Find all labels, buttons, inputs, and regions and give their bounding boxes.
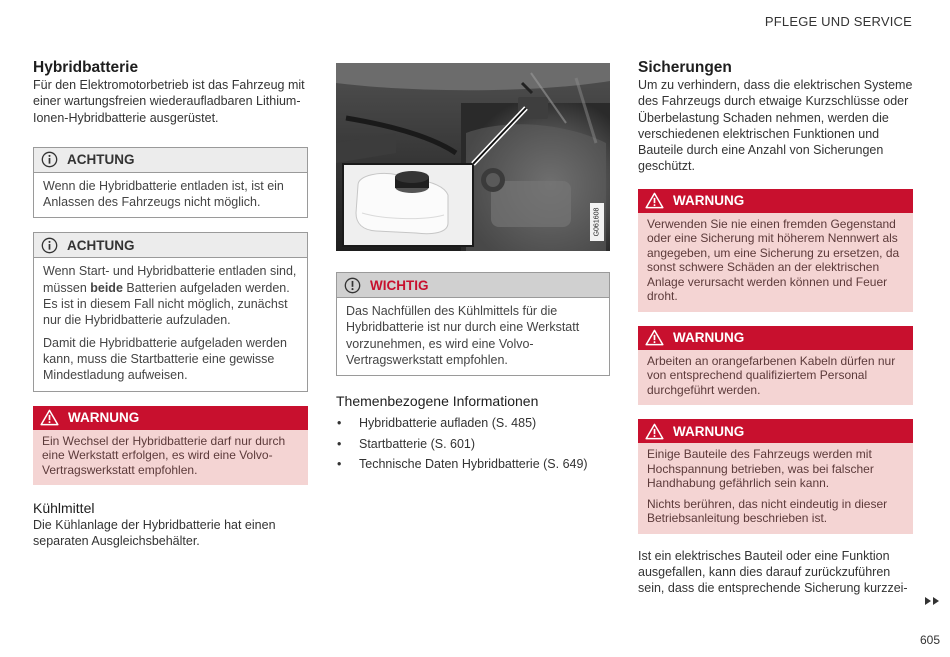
warnung-box (33, 406, 308, 486)
wichtig-label: WICHTIG (370, 277, 429, 293)
warnung-paragraph-1: Einige Bauteile des Fahrzeugs werden mit Hochspannung betrieben, was bei falscher Handhabung gefährlich sein kann. (647, 447, 874, 491)
wichtig-header (337, 273, 609, 298)
info-icon (41, 237, 58, 254)
related-links-list (336, 413, 610, 475)
related-link[interactable]: • Startbatterie (S. 601) (336, 434, 610, 455)
warning-triangle-icon (645, 423, 664, 440)
text-segment: Wenn Start- und Hybridbatterie entladen sind, müssen (43, 264, 297, 295)
column-image-info (336, 63, 610, 475)
warnung-header (638, 326, 913, 350)
exclamation-circle-icon (344, 277, 361, 294)
warnung-header (33, 406, 308, 430)
warnung-body (638, 443, 913, 534)
engine-bay-photo (336, 63, 610, 251)
warnung-paragraph-2: Nichts berühren, das nicht eindeutig in dieser Betriebsanleitung beschrieben ist. (647, 496, 888, 526)
image-id-label (590, 203, 604, 241)
warnung-text: Arbeiten an orangefarbenen Kabeln dürfen nur von entsprechend qualifiziertem Personal durchgeführt werden. (647, 353, 896, 397)
column-sicherungen (638, 58, 913, 597)
warnung-text: Ein Wechsel der Hybridbatterie darf nur durch eine Werkstatt erfolgen, es wird eine Volvo-Vertragswerkstatt empfohlen. (42, 433, 286, 477)
achtung-paragraph-2: Damit die Hybridbatterie aufgeladen werden kann, muss die Startbatterie eine gewisse Mindestladung aufweisen. (43, 335, 287, 383)
achtung-text: Wenn die Hybridbatterie entladen ist, ist ein Anlassen des Fahrzeugs nicht möglich. (43, 178, 284, 210)
outro-sicherungen: Ist ein elektrisches Bauteil oder eine Funktion ausgefallen, kann dies darauf zurückzuführen sein, dass die entsprechende Sicherung kurzzei- (638, 548, 908, 596)
heading-related-info: Themenbezogene Informationen (336, 393, 539, 410)
warnung-label: WARNUNG (68, 410, 140, 426)
warnung-box-1 (638, 189, 913, 312)
engine-bay-illustration (336, 63, 610, 251)
achtung-paragraph-1 (43, 263, 298, 328)
achtung-label: ACHTUNG (67, 152, 135, 168)
info-icon (41, 151, 58, 168)
intro-sicherungen: Um zu verhindern, dass die elektrischen Systeme des Fahrzeugs durch etwaige Kurzschlüsse oder Überbelastung Schaden nehmen, werden die verschiedenen elektrischen Funktionen und Bauteile durch eine Anzahl von Sicherungen geschützt. (638, 78, 913, 174)
achtung-body (34, 258, 307, 390)
achtung-body (34, 173, 307, 218)
warning-triangle-icon (40, 409, 59, 426)
kuehlmittel-text: Die Kühlanlage der Hybridbatterie hat einen separaten Ausgleichsbehälter. (33, 518, 276, 549)
column-hybridbatterie (33, 58, 308, 550)
achtung-box-1 (33, 147, 308, 219)
heading-kuehlmittel: Kühlmittel (33, 500, 95, 517)
related-link[interactable]: • Technische Daten Hybridbatterie (S. 649) (336, 454, 610, 475)
warnung-box-3 (638, 419, 913, 534)
warning-triangle-icon (645, 329, 664, 346)
wichtig-box (336, 272, 610, 376)
emphasis-beide: beide (90, 280, 123, 295)
heading-hybridbatterie: Hybridbatterie (33, 59, 139, 76)
warnung-body (638, 350, 913, 406)
warning-triangle-icon (645, 192, 664, 209)
page-number: 605 (919, 633, 940, 647)
warnung-body (638, 213, 913, 312)
warnung-text: Verwenden Sie nie einen fremden Gegenstand oder eine Sicherung mit höherem Nennwert als angegeben, um eine Sicherung zu ersetzen, da sonst schwere Schäden an der elektrischen Anlage verursacht werden können und Feuer droht. (647, 216, 900, 304)
wichtig-body (337, 298, 609, 375)
warnung-header (638, 419, 913, 443)
warnung-header (638, 189, 913, 213)
heading-sicherungen: Sicherungen (638, 59, 732, 76)
achtung-label: ACHTUNG (67, 237, 135, 253)
text-segment: Batterien aufgeladen werden. Es ist in diesem Fall nicht möglich, zunächst nur die Hybridbatterie aufzuladen. (43, 280, 290, 328)
related-link[interactable]: • Hybridbatterie aufladen (S. 485) (336, 413, 610, 434)
achtung-header (34, 233, 307, 258)
double-arrow-right-icon (924, 593, 940, 603)
achtung-box-2 (33, 232, 308, 391)
image-id-text: G061608 (593, 207, 601, 237)
warnung-body (33, 430, 308, 486)
warnung-label: WARNUNG (673, 330, 745, 346)
warnung-label: WARNUNG (673, 423, 745, 439)
section-header: PFLEGE UND SERVICE (764, 14, 912, 29)
intro-hybridbatterie: Für den Elektromotorbetrieb ist das Fahrzeug mit einer wartungsfreien wiederaufladbaren Lithium-Ionen-Hybridbatterie ausgerüstet. (33, 78, 305, 125)
warnung-box-2 (638, 326, 913, 406)
achtung-header (34, 148, 307, 173)
wichtig-text: Das Nachfüllen des Kühlmittels für die Hybridbatterie ist nur durch eine Werkstatt vorzunehmen, es wird eine Volvo-Vertragswerkstatt empfohlen. (346, 304, 580, 367)
warnung-label: WARNUNG (673, 193, 745, 209)
